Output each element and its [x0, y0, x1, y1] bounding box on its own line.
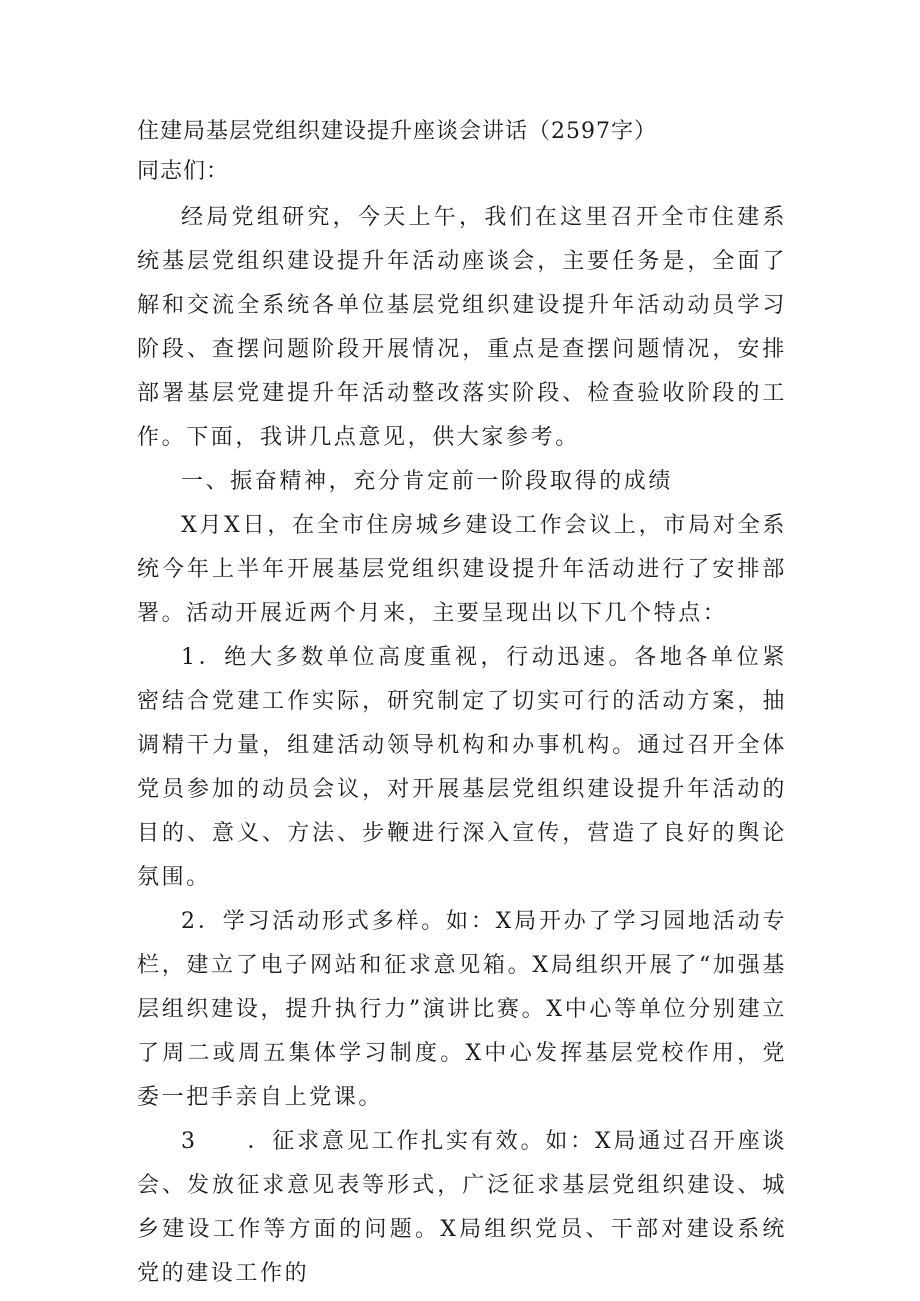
salutation: 同志们： [137, 159, 230, 184]
paragraph-meeting: X月X日，在全市住房城乡建设工作会议上，市局对全系统今年上半年开展基层党组织建设提升年活动进行了安排部署。活动开展近两个月来，主要呈现出以下几个特点： [137, 513, 787, 626]
paragraph-point-3: 3 ．征求意见工作扎实有效。如：X局通过召开座谈会、发放征求意见表等形式，广泛征求基层党组织建设、城乡建设工作等方面的问题。X局组织党员、干部对建设系统党的建设工作的 [137, 1129, 787, 1286]
section-heading-1: 一、振奋精神，充分肯定前一阶段取得的成绩 [181, 469, 674, 494]
paragraph-intro: 经局党组研究，今天上午，我们在这里召开全市住建系统基层党组织建设提升年活动座谈会，主要任务是，全面了解和交流全系统各单位基层党组织建设提升年活动动员学习阶段、查摆问题阶段开展情况，重点是查摆问题情况，安排部署基层党建提升年活动整改落实阶段、检查验收阶段的工作。下面，我讲几点意见，供大家参考。 [137, 205, 787, 450]
paragraph-point-1: 1．绝大多数单位高度重视，行动迅速。各地各单位紧密结合党建工作实际，研究制定了切实可行的活动方案，抽调精干力量，组建活动领导机构和办事机构。通过召开全体党员参加的动员会议，对开展基层党组织建设提升年活动的目的、意义、方法、步鞭进行深入宣传，营造了良好的舆论氛围。 [137, 645, 787, 890]
document-page [137, 112, 787, 1296]
document-title: 住建局基层党组织建设提升座谈会讲话（2597字） [137, 119, 657, 144]
paragraph-point-2: 2．学习活动形式多样。如：X局开办了学习园地活动专栏，建立了电子网站和征求意见箱。X局组织开展了“加强基层组织建设，提升执行力”演讲比赛。X中心等单位分别建立了周二或周五集体学习制度。X中心发挥基层党校作用，党委一把手亲自上党课。 [137, 909, 787, 1110]
